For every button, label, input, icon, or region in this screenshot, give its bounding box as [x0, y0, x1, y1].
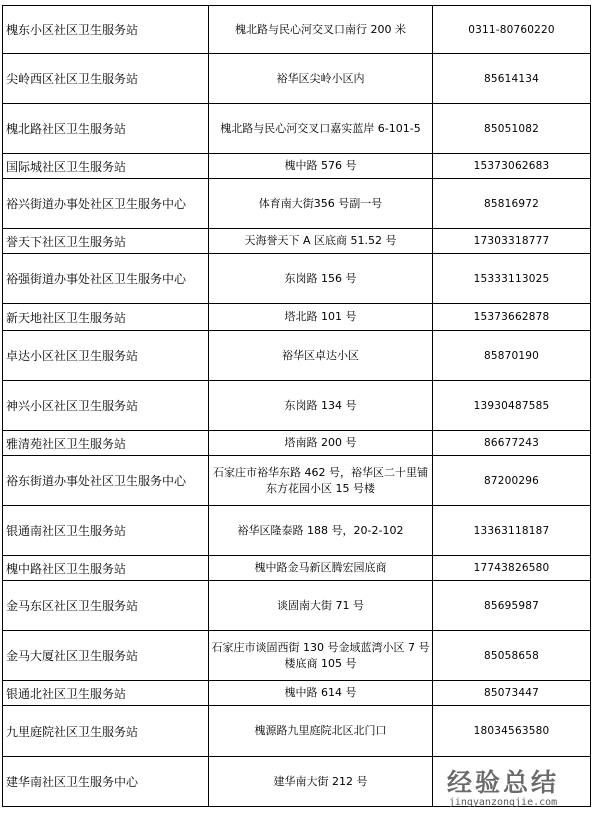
station-name: 九里庭院社区卫生服务站	[3, 706, 209, 757]
station-name: 银通南社区卫生服务站	[3, 506, 209, 556]
station-name: 雅清苑社区卫生服务站	[3, 431, 209, 456]
station-name: 建华南社区卫生服务中心	[3, 757, 209, 807]
station-phone: 15333113025	[433, 254, 591, 304]
station-address: 裕华区隆泰路 188 号，20-2-102	[209, 506, 433, 556]
station-phone: 85816972	[433, 179, 591, 229]
station-phone: 17303318777	[433, 229, 591, 254]
station-phone: 85695987	[433, 581, 591, 631]
station-name: 尖岭西区社区卫生服务站	[3, 54, 209, 104]
station-address: 塔北路 101 号	[209, 304, 433, 331]
watermark-url: jingyanzongjie.com	[448, 797, 558, 808]
station-phone: 17743826580	[433, 556, 591, 581]
station-phone: 85058658	[433, 631, 591, 681]
station-name: 银通北社区卫生服务站	[3, 681, 209, 706]
table-row	[3, 757, 591, 807]
table-row	[3, 706, 591, 757]
station-name: 槐北路社区卫生服务站	[3, 104, 209, 154]
table-row	[3, 54, 591, 104]
station-name: 神兴小区社区卫生服务站	[3, 381, 209, 431]
station-name: 国际城社区卫生服务站	[3, 154, 209, 179]
station-address: 槐中路 576 号	[209, 154, 433, 179]
table-row	[3, 179, 591, 229]
station-address: 裕华区尖岭小区内	[209, 54, 433, 104]
station-address: 石家庄市裕华东路 462 号，裕华区二十里铺东方花园小区 15 号楼	[209, 456, 433, 506]
table-row	[3, 681, 591, 706]
station-table	[2, 5, 591, 807]
station-name: 裕强街道办事处社区卫生服务中心	[3, 254, 209, 304]
station-name: 裕东街道办事处社区卫生服务中心	[3, 456, 209, 506]
station-address: 塔南路 200 号	[209, 431, 433, 456]
station-address: 石家庄市谈固西街 130 号金域蓝湾小区 7 号楼底商 105 号	[209, 631, 433, 681]
station-phone: 85051082	[433, 104, 591, 154]
station-address: 体育南大街356 号副一号	[209, 179, 433, 229]
station-address: 东岗路 134 号	[209, 381, 433, 431]
table-row	[3, 631, 591, 681]
table-row	[3, 431, 591, 456]
station-phone: 86677243	[433, 431, 591, 456]
station-name: 金马大厦社区卫生服务站	[3, 631, 209, 681]
table-row	[3, 456, 591, 506]
station-address: 槐源路九里庭院北区北门口	[209, 706, 433, 757]
station-phone: 13363118187	[433, 506, 591, 556]
station-name: 裕兴街道办事处社区卫生服务中心	[3, 179, 209, 229]
station-address: 天海誉天下 A 区底商 51.52 号	[209, 229, 433, 254]
station-address: 槐中路金马新区腾宏园底商	[209, 556, 433, 581]
station-address: 谈固南大街 71 号	[209, 581, 433, 631]
station-phone: 85870190	[433, 331, 591, 381]
station-name: 誉天下社区卫生服务站	[3, 229, 209, 254]
table-row	[3, 331, 591, 381]
station-phone: 18034563580	[433, 706, 591, 757]
station-address: 槐北路与民心河交叉口嘉实蓝岸 6-101-5	[209, 104, 433, 154]
table-row	[3, 154, 591, 179]
table-row	[3, 229, 591, 254]
table-row	[3, 506, 591, 556]
station-address: 槐北路与民心河交叉口南行 200 米	[209, 6, 433, 54]
station-phone	[433, 757, 591, 807]
table-row	[3, 381, 591, 431]
station-phone: 87200296	[433, 456, 591, 506]
station-phone: 13930487585	[433, 381, 591, 431]
station-address: 裕华区卓达小区	[209, 331, 433, 381]
station-phone: 85614134	[433, 54, 591, 104]
station-phone: 85073447	[433, 681, 591, 706]
table-row	[3, 254, 591, 304]
station-address: 槐中路 614 号	[209, 681, 433, 706]
station-name: 槐东小区社区卫生服务站	[3, 6, 209, 54]
station-address: 东岗路 156 号	[209, 254, 433, 304]
station-name: 卓达小区社区卫生服务站	[3, 331, 209, 381]
station-phone: 0311-80760220	[433, 6, 591, 54]
station-name: 新天地社区卫生服务站	[3, 304, 209, 331]
station-name: 金马东区社区卫生服务站	[3, 581, 209, 631]
table-row	[3, 104, 591, 154]
station-phone: 15373062683	[433, 154, 591, 179]
table-row	[3, 581, 591, 631]
table-row	[3, 6, 591, 54]
station-phone: 15373662878	[433, 304, 591, 331]
table-row	[3, 556, 591, 581]
table-row	[3, 304, 591, 331]
watermark-brand: 经验总结	[446, 768, 559, 797]
station-name: 槐中路社区卫生服务站	[3, 556, 209, 581]
station-address: 建华南大街 212 号	[209, 757, 433, 807]
